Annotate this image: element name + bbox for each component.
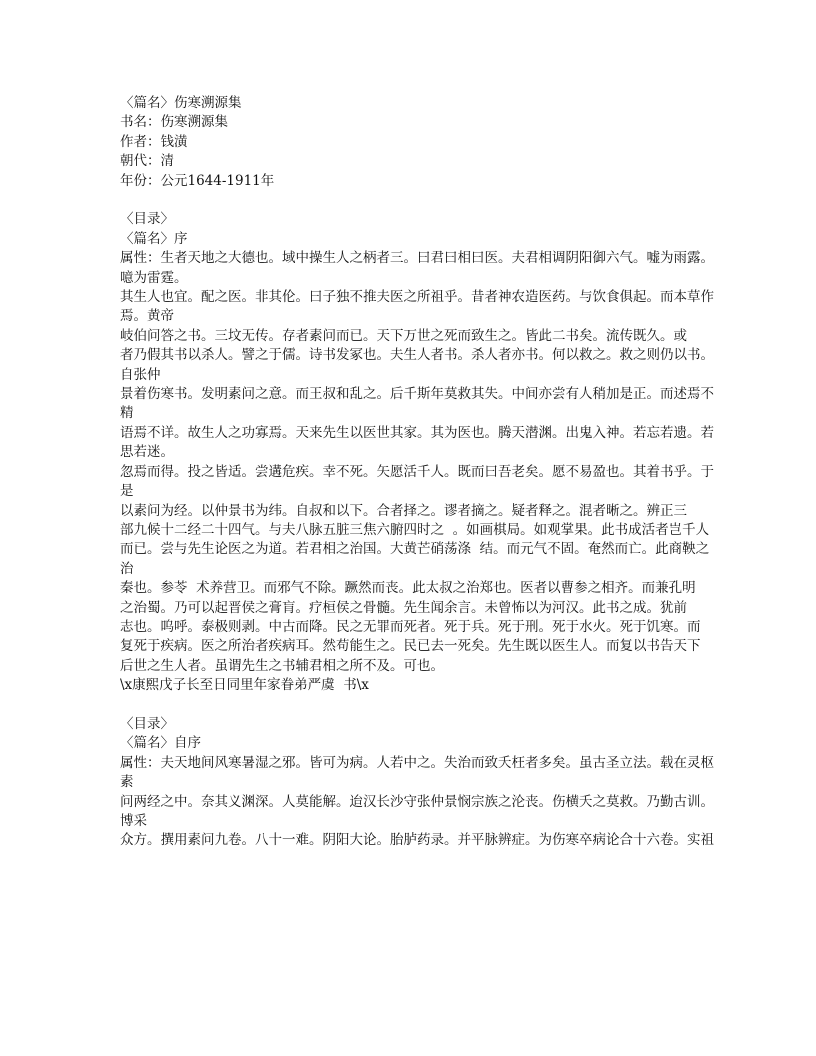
paragraph: 属性：夫天地间风寒暑湿之邪。皆可为病。人若中之。失治而致夭枉者多矣。虽古圣立法。载在灵枢素 <box>120 754 714 791</box>
paragraph: 而已。尝与先生论医之为道。若君相之治国。大黄芒硝荡涤 结。而元气不固。奄然而亡。此商鞅之治 <box>120 541 710 577</box>
paragraph: 景着伤寒书。发明素问之意。而王叔和乱之。后千斯年莫救其失。中间亦尝有人稍加是正。而述焉不精 <box>120 386 714 422</box>
paragraph: 语焉不详。故生人之功寡焉。天来先生以医世其家。其为医也。腾天潜渊。出鬼入神。若忘若遗。若思若迷。 <box>120 424 714 461</box>
paragraph: 秦也。参苓 术养营卫。而邪气不除。蹶然而丧。此太叔之治郑也。医者以曹参之相齐。而兼孔明 <box>120 580 696 597</box>
toc-line: 〈目录〉 <box>120 211 174 228</box>
paragraph: 忽焉而得。投之皆适。尝遘危疾。幸不死。矢愿活千人。既而曰吾老矣。愿不易盈也。其着书乎。于是 <box>120 463 714 500</box>
blank-line <box>120 191 714 210</box>
section-title-line: 〈篇名〉伤寒溯源集 <box>120 95 242 111</box>
paragraph: 后世之生人者。虽谓先生之书辅君相之所不及。可也。 <box>120 657 444 674</box>
author-line: 作者：钱潢 <box>120 133 188 150</box>
preface-section-line: 〈篇名〉序 <box>120 230 188 247</box>
paragraph: 部九候十二经二十四气。与夫八脉五脏三焦六腑四时之 。如画棋局。如观掌果。此书成活者岂千人 <box>120 521 710 538</box>
blank-line <box>120 696 714 715</box>
paragraph: 之治蜀。乃可以起晋侯之膏肓。疗桓侯之骨髓。先生闻余言。未曾怖以为河汉。此书之成。犹前 <box>120 599 687 616</box>
paragraph: 属性：生者天地之大德也。域中操生人之柄者三。曰君曰相曰医。夫君相调阴阳御六气。嘘为雨露。噫为雷霆。 <box>120 250 714 286</box>
self-preface-section-line: 〈篇名〉自序 <box>120 735 201 752</box>
paragraph: 其生人也宜。配之医。非其伦。曰子独不推夫医之所祖乎。昔者神农造医药。与饮食俱起。而本草作焉。黄帝 <box>120 289 714 325</box>
paragraph: 众方。撰用素问九卷。八十一难。阴阳大论。胎胪药录。并平脉辨症。为伤寒卒病论合十六卷。实祖 <box>120 832 714 849</box>
book-name-line: 书名：伤寒溯源集 <box>120 114 228 131</box>
paragraph: 志也。呜呼。泰极则剥。中古而降。民之无罪而死者。死于兵。死于刑。死于水火。死于饥寒。而 <box>120 618 701 635</box>
paragraph: 以素问为经。以仲景书为纬。自叔和以下。合者择之。谬者摘之。疑者释之。混者晰之。辨正三 <box>120 502 687 519</box>
dynasty-line: 朝代：清 <box>120 153 174 170</box>
year-line: 年份：公元1644-1911年 <box>120 172 275 189</box>
paragraph: 者乃假其书以杀人。譬之于儒。诗书发冢也。夫生人者书。杀人者亦书。何以救之。救之则仍以书。自张仲 <box>120 347 714 383</box>
signature-line: \x康熙戊子长至日同里年家眷弟严虞 书\x <box>120 677 369 694</box>
document-body <box>120 94 714 851</box>
paragraph: 复死于疾病。医之所治者疾病耳。然苟能生之。民已去一死矣。先生既以医生人。而复以书告天下 <box>120 638 701 655</box>
toc-line: 〈目录〉 <box>120 715 174 732</box>
paragraph: 岐伯问答之书。三坟无传。存者素问而已。天下万世之死而致生之。皆此二书矣。流传既久。或 <box>120 327 687 344</box>
paragraph: 问两经之中。奈其义渊深。人莫能解。迨汉长沙守张仲景悯宗族之沦丧。伤横夭之莫救。乃勤古训。博采 <box>120 793 714 829</box>
